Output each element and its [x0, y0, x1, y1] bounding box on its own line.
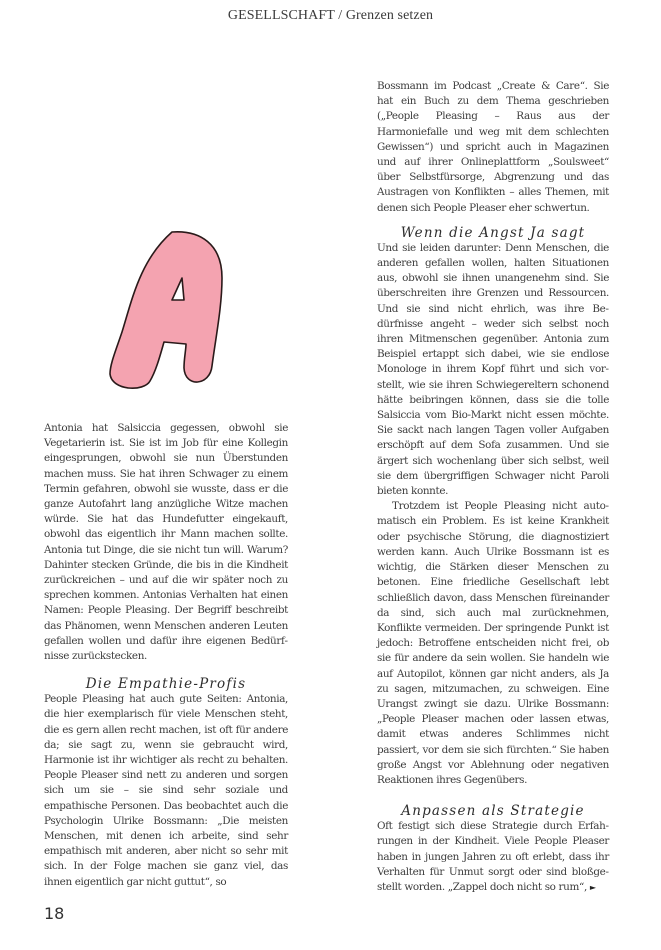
body-paragraph-2: Trotzdem ist People Pleasing nicht automatisch ein Problem. Es ist keine Krankheit oder psychische Störung, die diagnostiziert werden kann. Auch Ulrike Bossmann ist es wichtig, die Stärken dieser Menschen zu betonen. Eine friedliche Gesellschaft lebt schließlich davon, dass Menschen füreinander da sind, sich auch mal zurücknehmen, Konflikte vermeiden. Der springende Punkt ist jedoch: Betroffene entscheiden nicht frei, ob sie für andere da sein wollen. Sie handeln wie auf Autopilot, können gar nicht anders, als Ja zu sagen, mitzumachen, zu schweigen. Eine Urangst zwingt sie dazu. Ulrike Bossmann: „People Pleaser machen oder lassen etwas, damit etwas anderes Schlimmes nicht passiert, vor dem sie sich fürchten.“ Sie haben große Angst vor Ablehnung oder negativen Reaktionen ihres Gegenübers. — [377, 500, 609, 786]
body-paragraph-1: Und sie leiden darunter: Denn Menschen, die anderen gefallen wollen, halten Situationen aus, obwohl sie ihnen unangenehm sind. Sie überschreiten ihre Grenzen und Ressourcen. Und sie sind nicht ehrlich, was ihre Bedürfnisse angeht – weder sich selbst noch ihren Mitmenschen gegenüber. Antonia zum Beispiel ertappt sich dabei, wie sie endlose Monologe in ihrem Kopf führt und sich vorstellt, wie sie ihren Schwiegereltern schonend hätte beibringen können, dass sie die tolle Salsiccia vom Bio-Markt nicht essen möchte. Sie sackt nach langen Tagen voller Aufgaben erschöpft auf dem Sofa zusammen. Und sie ärgert sich wochenlang über sich selbst, weil sie dem übergriffigen Schwager nicht Paroli bieten konnte. — [377, 241, 609, 498]
section-header: GESELLSCHAFT / Grenzen setzen — [227, 8, 434, 23]
page-number: 18 — [44, 904, 65, 923]
intro-paragraph: Bossmann im Podcast „Create & Care“. Sie hat ein Buch zu dem Thema geschrieben („People Pleasing – Raus aus der Harmoniefalle und weg mit dem schlechten Gewissen“) und spricht auch in Magazinen und auf ihrer Onlineplattform „Soulsweet“ über Selbstfürsorge, Abgrenzung und das Austragen von Konflikten – alles Themen, mit denen sich People Pleaser eher schwertun. — [377, 80, 609, 214]
left-column — [44, 421, 288, 890]
paragraph-text: Oft festigt sich diese Strategie durch Erfahrungen in der Kindheit. Viele People Pleaser haben in jungen Jahren zu oft erlebt, dass ihr Verhalten für Unmut sorgt oder sind bloßgestellt worden. „Zappel doch nicht so rum“, — [377, 820, 609, 893]
subheading-empathie-profis: Die Empathie-Profis — [85, 676, 247, 693]
body-paragraph-3 — [377, 819, 609, 895]
intro-paragraph: Antonia hat Salsiccia gegessen, obwohl sie Vegetarierin ist. Sie ist im Job für eine Kollegin eingesprungen, obwohl sie nun Überstunden machen muss. Sie hat ihren Schwager zu einem Termin gefahren, obwohl sie wusste, dass er die ganze Autofahrt lang anzügliche Witze machen würde. Sie hat das Hundefutter eingekauft, obwohl das eigentlich ihr Mann machen sollte. Antonia tut Dinge, die sie nicht tun will. Warum? Dahinter stecken Gründe, die bis in die Kindheit zurückreichen – und auf die wir später noch zu sprechen kommen. Antonias Verhalten hat einen Namen: People Pleasing. Der Begriff beschreibt das Phänomen, wenn Menschen anderen Leuten gefallen wollen und dafür ihre eigenen Bedürfnisse zurückstecken. — [44, 422, 288, 663]
subheading-anpassen-als-strategie: Anpassen als Strategie — [401, 803, 585, 820]
body-paragraph: People Pleasing hat auch gute Seiten: Antonia, die hier exemplarisch für viele Menschen steht, die es gern allen recht machen, ist oft für andere da; sie sagt zu, wenn sie gebraucht wird, Harmonie ist ihr wichtiger als recht zu behalten. People Pleaser sind nett zu anderen und sorgen sich um sie – sie sind sehr soziale und empathische Personen. Das beobachtet auch die Psychologin Ulrike Bossmann: „Die meisten Menschen, mit denen ich arbeite, sind sehr empathisch mit anderen, aber nicht so sehr mit sich. In der Folge machen sie ganz viel, das ihnen eigentlich gar nicht guttut“, so — [44, 693, 288, 888]
initial-letter-a-illustration — [100, 226, 230, 391]
right-column — [377, 79, 609, 895]
continue-arrow-icon: ► — [589, 882, 596, 892]
letter-a-shape — [110, 232, 222, 388]
subheading-wenn-die-angst: Wenn die Angst Ja sagt — [400, 224, 586, 241]
